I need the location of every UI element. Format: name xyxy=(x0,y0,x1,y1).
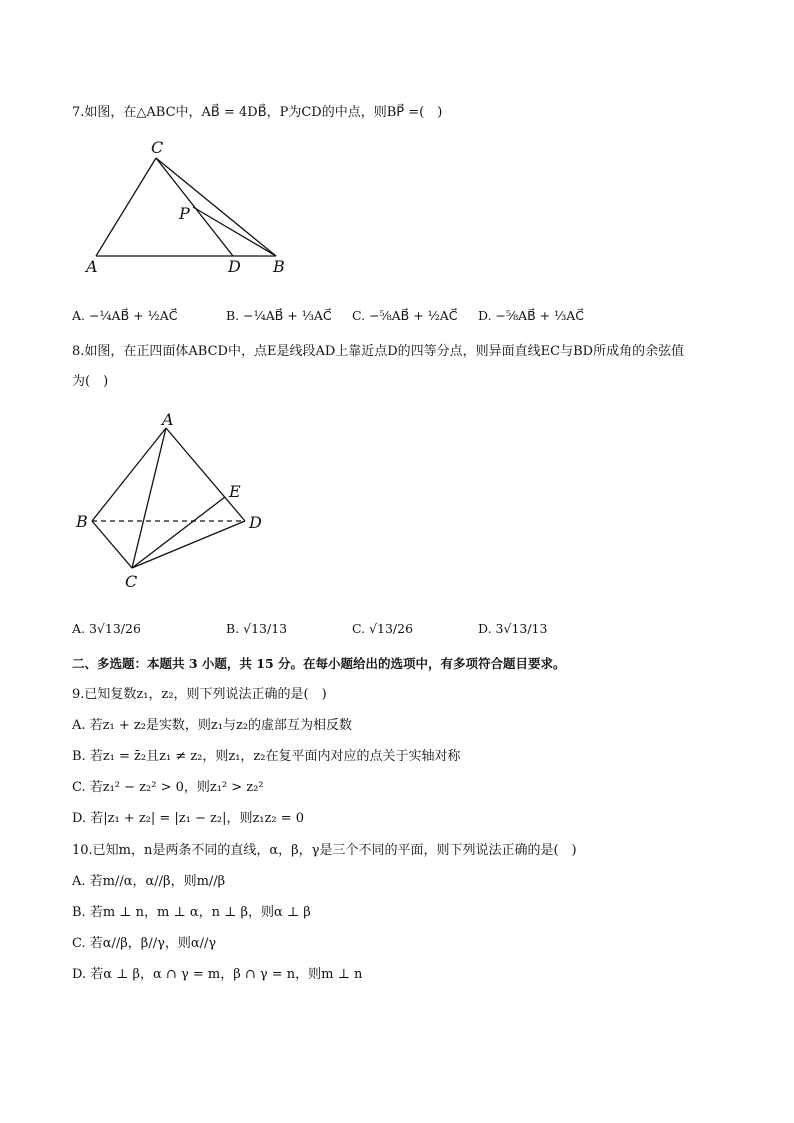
q9-option-a: A. 若z₁ + z₂是实数，则z₁与z₂的虚部互为相反数 xyxy=(72,718,353,733)
q7-label-d: D xyxy=(228,257,241,276)
q10-option-d: D. 若α ⊥ β，α ∩ γ = m，β ∩ γ = n，则m ⊥ n xyxy=(72,967,363,982)
q8-stem-line2: 为( ) xyxy=(72,374,109,389)
q7-label-b: B xyxy=(273,257,285,276)
q8-option-a: A. 3√13/26 xyxy=(72,621,141,636)
q9-option-b: B. 若z₁ = z̄₂且z₁ ≠ z₂，则z₁，z₂在复平面内对应的点关于实轴对称 xyxy=(72,749,461,764)
q7-option-d: D. −⁵⁄₈AB⃗ + ¹⁄₃AC⃗ xyxy=(478,308,584,323)
q7-label-p: P xyxy=(179,204,190,223)
q9-option-d: D. 若|z₁ + z₂| = |z₁ − z₂|，则z₁z₂ = 0 xyxy=(72,811,305,826)
q8-option-b: B. √13/13 xyxy=(226,621,288,636)
q8-option-c: C. √13/26 xyxy=(352,621,414,636)
q9-option-c: C. 若z₁² − z₂² > 0，则z₁² > z₂² xyxy=(72,780,264,795)
q8-label-b: B xyxy=(76,512,88,531)
q7-stem: 7.如图，在△ABC中，AB⃗ = 4DB⃗，P为CD的中点，则BP⃗ =( ) xyxy=(72,105,443,120)
q8-stem-line1: 8.如图，在正四面体ABCD中，点E是线段AD上靠近点D的四等分点，则异面直线EC与BD所成角的余弦值 xyxy=(72,344,685,359)
q8-label-a: A xyxy=(162,410,174,429)
q7-option-c: C. −⁵⁄₈AB⃗ + ¹⁄₂AC⃗ xyxy=(352,308,458,323)
q7-option-b: B. −¹⁄₄AB⃗ + ¹⁄₃AC⃗ xyxy=(226,308,332,323)
q8-label-d: D xyxy=(249,513,262,532)
q7-label-a: A xyxy=(86,257,98,276)
q9-stem: 9.已知复数z₁，z₂，则下列说法正确的是( ) xyxy=(72,687,327,702)
q10-stem: 10.已知m，n是两条不同的直线，α，β，γ是三个不同的平面，则下列说法正确的是( ) xyxy=(72,843,577,858)
q8-option-d: D. 3√13/13 xyxy=(478,621,548,636)
q10-option-c: C. 若α//β，β//γ，则α//γ xyxy=(72,936,217,951)
q10-option-b: B. 若m ⊥ n，m ⊥ α，n ⊥ β，则α ⊥ β xyxy=(72,905,311,920)
q8-label-e: E xyxy=(229,482,241,501)
section-heading-multiple-choice: 二、多选题：本题共 3 小题，共 15 分。在每小题给出的选项中，有多项符合题目要求。 xyxy=(72,656,566,671)
q7-option-a: A. −¹⁄₄AB⃗ + ¹⁄₂AC⃗ xyxy=(72,308,178,323)
q10-option-a: A. 若m//α，α//β，则m//β xyxy=(72,874,226,889)
q7-label-c: C xyxy=(151,138,164,157)
q8-label-c: C xyxy=(125,572,138,591)
